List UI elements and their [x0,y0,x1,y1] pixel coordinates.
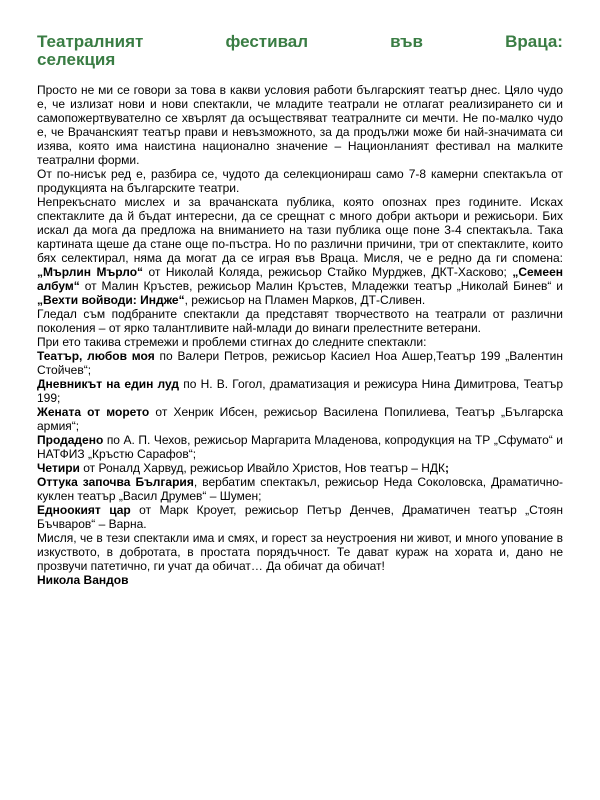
title-line-2: селекция [37,50,116,69]
play-details: , вербатим спектакъл, режисьор Неда Соколовска, Драматично-куклен театър „Васил Друмев“ – Шумен; [37,475,564,503]
list-item [37,461,563,475]
paragraph-text: , режисьор на Пламен Марков, ДТ-Сливен. [184,293,426,307]
list-item [37,503,563,531]
list-item [37,377,563,405]
play-title: Театър, любов моя [37,349,155,363]
page-title [37,33,563,69]
paragraph-text: от Николай Коляда, режисьор Стайко Мурджев, ДКТ-Хасково; [143,265,513,279]
title-word: във [390,32,423,51]
play-title: Оттука започва България [37,475,194,489]
author-name: Никола Вандов [37,573,129,587]
play-title: Жената от морето [37,405,150,419]
play-details: по Н. В. Гогол, драматизация и режисура Нина Димитрова, Театър 199; [37,377,563,405]
paragraph-selection: От по-нисък ред е, разбира се, чудото да селекционираш само 7-8 камерни спектакъла от продукцията на българските театри. [37,167,563,195]
play-title: Едноокият цар [37,503,131,517]
article-body [37,83,563,587]
paragraph-text: Непрекъснато мислех и за врачанската публика, която опознах през годините. Исках спектаклите да й бъдат интересни, да се срещнат с много добри актьори и режисьори. Бих искал да мога да предложа на вниманието на тази публика още поне 3-4 спектакъла. Така картината щеше да стане още по-пъстра. Но по различни причини, три от спектаклите, които бях селектирал, няма да могат да се играя във Враца. Мисля, че е редно да ги спомена: [37,195,563,265]
play-title: Четири [37,461,80,475]
paragraph-conclusion: Мисля, че в тези спектакли има и смях, и горест за неустроения ни живот, и много упование в изкуството, в добротата, в простата порядъчност. Те дават кураж на хората и, дано не прозвучи патетично, ги учат да обичат… Да обичат да обичат! [37,531,563,573]
play-details: по А. П. Чехов, режисьор Маргарита Младенова, копродукция на ТР „Сфумато“ и НАТФИЗ „Кръстю Сарафов“; [37,433,563,461]
play-title: „Мърлин Мърло“ [37,265,144,279]
paragraph-lead: При ето такива стремежи и проблеми стигнах до следните спектакли: [37,335,427,349]
article [37,33,563,587]
title-line-1 [37,33,563,51]
list-punctuation: ; [445,461,450,475]
play-details: от Роналд Харвуд, режисьор Ивайло Христов, Нов театър – НДК [79,461,446,475]
play-title: „Семеен албум“ [37,265,563,293]
title-word: фестивал [225,32,309,51]
play-details: от Марк Кроует, режисьор Петър Денчев, Драматичен театър „Стоян Бъчваров“ – Варна. [37,503,564,531]
play-title: Продадено [37,433,104,447]
paragraph-generations: Гледал съм подбраните спектакли да представят творчеството на театрали от различни поколения – от ярко талантливите най-млади до винаги прелестните ветерани. [37,307,563,335]
list-item [37,475,563,503]
list-item [37,405,563,433]
paragraph-text: от Малин Кръстев, режисьор Малин Кръстев, Младежки театър „Николай Бинев“ и [79,279,563,293]
paragraph-intro: Просто не ми се говори за това в какви условия работи българският театър днес. Цяло чудо е, че излизат нови и нови спектакли, че младите театрали не отлагат реализирането си и самопожертвувателно се хвърлят да осъществяват театралните си мечти. Не по-малко чудо е, че Врачанският театър прави и невъзможното, за да продължи може би най-значимата си изява, която има наистина национално значение – Национланият фестивал на малките театрални форми. [37,83,563,167]
list-item [37,433,563,461]
play-details: от Хенрик Ибсен, режисьор Василена Попилиева, Театър „Българска армия“; [37,405,563,433]
play-title: Дневникът на един луд [37,377,179,391]
title-word: Театралният [37,32,144,51]
play-title: „Вехти войводи: Индже“ [37,293,185,307]
title-word: Враца: [505,32,563,51]
play-details: по Валери Петров, режисьор Касиел Ноа Ашер,Театър 199 „Валентин Стойчев“; [37,349,564,377]
paragraph-audience [37,195,563,307]
list-item [37,349,563,377]
